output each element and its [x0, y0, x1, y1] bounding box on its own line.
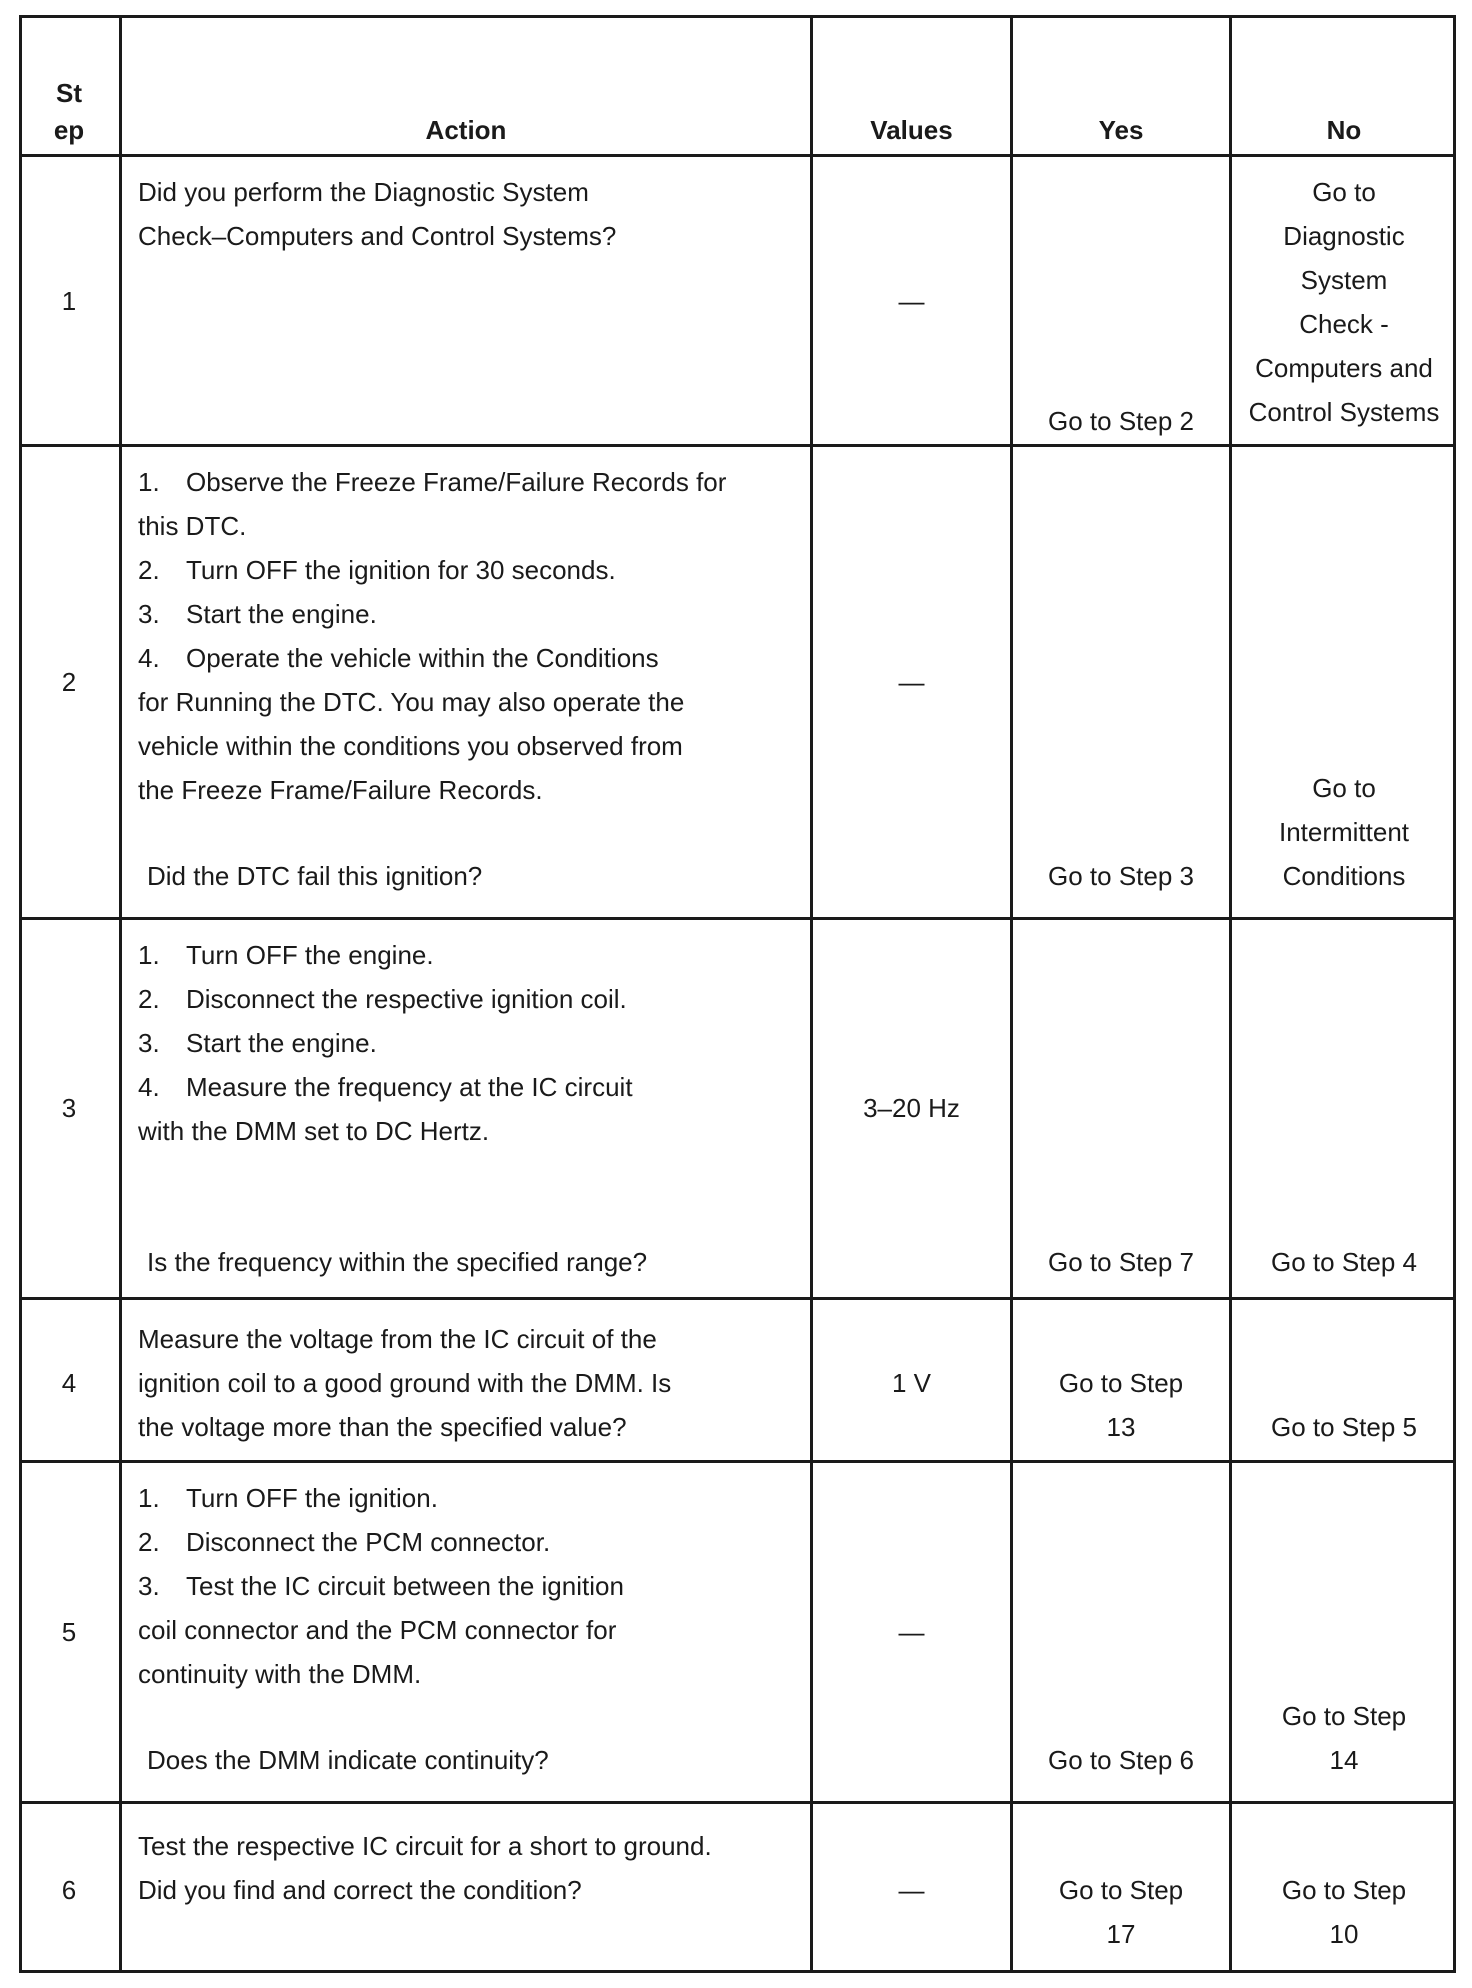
values-cell [813, 919, 1013, 1299]
header-yes-cell [1013, 15, 1232, 156]
action-item [122, 680, 810, 724]
action-item [122, 504, 810, 548]
action-item-number: 1. [138, 467, 160, 497]
action-cell [122, 446, 813, 919]
action-item-text: the Freeze Frame/Failure Records. [138, 775, 543, 805]
no-link-line: Control Systems [1248, 397, 1440, 427]
step-number: 3 [61, 1093, 77, 1123]
action-item-number: 4. [138, 643, 160, 673]
yes-cell [1013, 1462, 1232, 1803]
header-values-cell [813, 15, 1013, 156]
value-text: 3–20 Hz [863, 1093, 960, 1123]
action-item-text: Disconnect the PCM connector. [186, 1527, 551, 1557]
step-number: 4 [61, 1368, 77, 1398]
no-link-line: Diagnostic [1283, 221, 1405, 251]
step-cell [19, 1803, 122, 1973]
action-line: Test the respective IC circuit for a short to ground. [138, 1831, 712, 1861]
value-text: — [898, 286, 925, 316]
action-line: Check–Computers and Control Systems? [138, 221, 617, 251]
yes-cell [1013, 919, 1232, 1299]
no-link-line: Go to Step [1281, 1875, 1407, 1905]
action-item-text: vehicle within the conditions you observed from [138, 731, 683, 761]
action-question: Does the DMM indicate continuity? [147, 1745, 549, 1775]
action-item-text: coil connector and the PCM connector for [138, 1615, 617, 1645]
diagnostic-table [19, 15, 1456, 1973]
header-step-line2: ep [53, 115, 85, 145]
action-item [122, 977, 810, 1021]
table-row-step-5 [19, 1462, 1456, 1803]
row-divider [19, 154, 1456, 157]
value-text: — [898, 1875, 925, 1905]
action-item-text: Turn OFF the ignition. [186, 1483, 438, 1513]
action-line: Did you find and correct the condition? [138, 1875, 582, 1905]
action-item [122, 1608, 810, 1652]
row-divider [19, 917, 1456, 920]
yes-link: Go to Step 2 [1048, 406, 1194, 436]
values-cell [813, 1803, 1013, 1973]
action-item-text: Turn OFF the ignition for 30 seconds. [186, 555, 616, 585]
action-cell [122, 156, 813, 446]
action-line: the voltage more than the specified value? [138, 1412, 627, 1442]
action-line: Did you perform the Diagnostic System [138, 177, 589, 207]
action-item-number: 3. [138, 1028, 160, 1058]
no-link-line: Conditions [1282, 861, 1406, 891]
no-link-line: 14 [1329, 1745, 1359, 1775]
action-cell [122, 919, 813, 1299]
action-item-number: 3. [138, 599, 160, 629]
no-link-line: Go to [1312, 177, 1376, 207]
action-item-number: 2. [138, 984, 160, 1014]
action-question: Is the frequency within the specified range? [147, 1247, 648, 1277]
table-row-step-2 [19, 446, 1456, 919]
step-number: 6 [61, 1875, 77, 1905]
no-link-line: Intermittent [1278, 817, 1410, 847]
action-item [122, 548, 810, 592]
yes-cell [1013, 156, 1232, 446]
row-divider [19, 1297, 1456, 1300]
step-cell [19, 446, 122, 919]
table-row-step-1 [19, 156, 1456, 446]
table-row-step-6 [19, 1803, 1456, 1973]
action-item-text: with the DMM set to DC Hertz. [138, 1116, 490, 1146]
values-cell [813, 156, 1013, 446]
table-row-step-4 [19, 1299, 1456, 1462]
action-item-text: Measure the frequency at the IC circuit [186, 1072, 633, 1102]
action-line: Measure the voltage from the IC circuit of the [138, 1324, 657, 1354]
action-item-text: Disconnect the respective ignition coil. [186, 984, 627, 1014]
action-item-text: this DTC. [138, 511, 247, 541]
no-link-line: Computers and [1255, 353, 1433, 383]
header-step-line1: St [56, 78, 82, 108]
no-link: Go to Step 4 [1271, 1247, 1417, 1277]
no-link: Go to Step 5 [1271, 1412, 1417, 1442]
step-cell [19, 919, 122, 1299]
action-item-text: Test the IC circuit between the ignition [186, 1571, 624, 1601]
yes-link-line: Go to Step [1058, 1368, 1184, 1398]
yes-link: Go to Step 6 [1048, 1745, 1194, 1775]
values-cell [813, 1462, 1013, 1803]
action-item-text: Start the engine. [186, 599, 377, 629]
action-item [122, 636, 810, 680]
step-cell [19, 156, 122, 446]
action-item [122, 1652, 810, 1696]
header-row [19, 15, 1456, 156]
value-text: — [898, 667, 925, 697]
action-item-text: continuity with the DMM. [138, 1659, 422, 1689]
values-cell [813, 1299, 1013, 1462]
value-text: — [898, 1617, 925, 1647]
no-link-line: Check - [1299, 309, 1389, 339]
action-item [122, 933, 810, 977]
action-item [122, 1065, 810, 1109]
step-number: 2 [61, 667, 77, 697]
no-cell [1232, 446, 1456, 919]
step-number: 5 [61, 1617, 77, 1647]
header-yes: Yes [1098, 115, 1144, 145]
action-item-number: 2. [138, 555, 160, 585]
no-link-line: Go to Step [1281, 1701, 1407, 1731]
row-divider [19, 1460, 1456, 1463]
yes-link-line: 17 [1106, 1919, 1136, 1949]
action-item-text: Observe the Freeze Frame/Failure Records for [186, 467, 727, 497]
yes-cell [1013, 1803, 1232, 1973]
no-link-line: Go to [1312, 773, 1376, 803]
action-item-text: Turn OFF the engine. [186, 940, 434, 970]
no-cell [1232, 1462, 1456, 1803]
yes-cell [1013, 1299, 1232, 1462]
no-cell [1232, 919, 1456, 1299]
action-line: ignition coil to a good ground with the DMM. Is [138, 1368, 672, 1398]
no-link-line: System [1300, 265, 1388, 295]
header-action: Action [425, 115, 507, 145]
action-question: Did the DTC fail this ignition? [147, 861, 483, 891]
values-cell [813, 446, 1013, 919]
action-item-number: 3. [138, 1571, 160, 1601]
header-step-cell [19, 15, 122, 156]
header-no-cell [1232, 15, 1456, 156]
action-item-number: 1. [138, 940, 160, 970]
step-number: 1 [61, 286, 77, 316]
action-item [122, 724, 810, 768]
yes-cell [1013, 446, 1232, 919]
action-item-text: for Running the DTC. You may also operate the [138, 687, 685, 717]
step-cell [19, 1462, 122, 1803]
row-divider [19, 1801, 1456, 1804]
action-cell [122, 1299, 813, 1462]
action-item [122, 1476, 810, 1520]
action-item [122, 1021, 810, 1065]
action-item [122, 1520, 810, 1564]
action-cell [122, 1462, 813, 1803]
row-divider [19, 444, 1456, 447]
no-cell [1232, 1803, 1456, 1973]
yes-link-line: 13 [1106, 1412, 1136, 1442]
no-link-line: 10 [1329, 1919, 1359, 1949]
no-cell [1232, 156, 1456, 446]
yes-link: Go to Step 7 [1048, 1247, 1194, 1277]
yes-link: Go to Step 3 [1048, 861, 1194, 891]
action-item [122, 460, 810, 504]
action-item-text: Start the engine. [186, 1028, 377, 1058]
step-cell [19, 1299, 122, 1462]
header-values: Values [870, 115, 953, 145]
action-item-text: Operate the vehicle within the Conditions [186, 643, 659, 673]
no-cell [1232, 1299, 1456, 1462]
action-item [122, 1109, 810, 1153]
action-item [122, 592, 810, 636]
yes-link-line: Go to Step [1058, 1875, 1184, 1905]
table-row-step-3 [19, 919, 1456, 1299]
action-item [122, 1564, 810, 1608]
action-item [122, 768, 810, 812]
action-cell [122, 1803, 813, 1973]
action-item-number: 4. [138, 1072, 160, 1102]
value-text: 1 V [891, 1368, 932, 1398]
action-item-number: 2. [138, 1527, 160, 1557]
header-no: No [1326, 115, 1362, 145]
header-action-cell [122, 15, 813, 156]
action-item-number: 1. [138, 1483, 160, 1513]
